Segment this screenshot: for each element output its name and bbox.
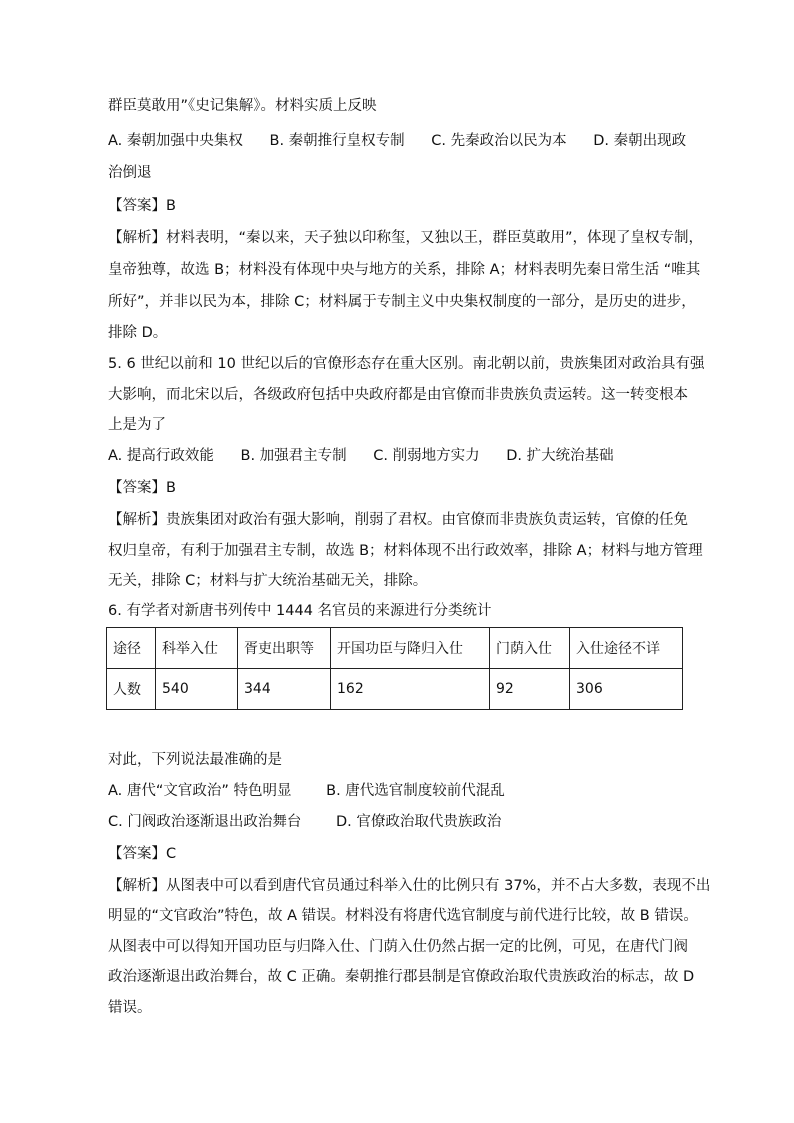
table-header-row [107, 628, 683, 669]
table-cell: 344 [238, 669, 331, 710]
q5-option-d: D. 扩大统治基础 [506, 448, 614, 464]
q6-analysis-line: 明显的“文官政治”特色，故 A 错误。材料没有将唐代选官制度与前代进行比较，故 B 错误。 [108, 908, 698, 924]
q4-analysis-line: 排除 D。 [108, 325, 168, 341]
table-cell: 门荫入仕 [490, 628, 570, 669]
q6-question: 对此，下列说法最准确的是 [108, 752, 282, 768]
table-row [107, 669, 683, 710]
q4-answer: 【答案】B [108, 198, 176, 214]
q4-option-c: C. 先秦政治以民为本 [431, 133, 567, 149]
q4-analysis-line: 皇帝独尊，故选 B；材料没有体现中央与地方的关系，排除 A；材料表明先秦日常生活 “唯其 [108, 262, 701, 278]
q5-stem-line: 上是为了 [108, 417, 166, 433]
q6-analysis-line: 政治逐渐退出政治舞台，故 C 正确。秦朝推行郡县制是官僚政治取代贵族政治的标志，故 D [108, 969, 695, 985]
q6-stem: 6. 有学者对新唐书列传中 1444 名官员的来源进行分类统计 [108, 603, 492, 619]
q5-analysis-line: 无关，排除 C；材料与扩大统治基础无关，排除。 [108, 573, 428, 589]
table-cell: 胥吏出职等 [238, 628, 331, 669]
q4-options-line1 [108, 131, 686, 151]
table-cell: 途径 [107, 628, 156, 669]
q6-option-a: A. 唐代“文官政治” 特色明显 [108, 783, 292, 799]
q4-option-b: B. 秦朝推行皇权专制 [269, 133, 405, 149]
table-cell: 入仕途径不详 [570, 628, 683, 669]
q5-analysis-line: 【解析】贵族集团对政治有强大影响，削弱了君权。由官僚而非贵族负责运转，官僚的任免 [108, 512, 688, 528]
table-cell: 92 [490, 669, 570, 710]
q4-options-line2: 治倒退 [108, 165, 152, 181]
q6-analysis-line: 错误。 [108, 1000, 152, 1016]
table-cell: 540 [156, 669, 238, 710]
q4-analysis-line: 【解析】材料表明，“秦以来，天子独以印称玺，又独以王，群臣莫敢用”，体现了皇权专制， [108, 230, 704, 246]
q4-stem-tail: 群臣莫敢用”《史记集解》。材料实质上反映 [108, 98, 377, 114]
q6-options-line2 [108, 812, 501, 832]
q5-options [108, 446, 614, 466]
q6-analysis-line: 【解析】从图表中可以看到唐代官员通过科举入仕的比例只有 37%，并不占大多数，表现不出 [108, 878, 711, 894]
table-cell: 306 [570, 669, 683, 710]
table-cell: 162 [331, 669, 490, 710]
q5-stem-line: 大影响，而北宋以后，各级政府包括中央政府都是由官僚而非贵族负责运转。这一转变根本 [108, 387, 688, 403]
q6-options-line1 [108, 781, 505, 801]
q6-analysis-line: 从图表中可以得知开国功臣与归降入仕、门荫入仕仍然占据一定的比例，可见，在唐代门阀 [108, 939, 688, 955]
q5-analysis-line: 权归皇帝，有利于加强君主专制，故选 B；材料体现不出行政效率，排除 A；材料与地方管理 [108, 543, 703, 559]
q4-option-d: D. 秦朝出现政 [593, 133, 687, 149]
table-cell: 科举入仕 [156, 628, 238, 669]
q6-answer: 【答案】C [108, 846, 177, 862]
table-cell: 开国功臣与降归入仕 [331, 628, 490, 669]
q4-option-a: A. 秦朝加强中央集权 [108, 133, 243, 149]
q4-analysis-line: 所好”，并非以民为本，排除 C；材料属于专制主义中央集权制度的一部分，是历史的进步， [108, 294, 696, 310]
q5-option-a: A. 提高行政效能 [108, 448, 214, 464]
table-cell: 人数 [107, 669, 156, 710]
q6-option-d: D. 官僚政治取代贵族政治 [335, 814, 502, 830]
q6-option-c: C. 门阀政治逐渐退出政治舞台 [108, 814, 302, 830]
q5-option-c: C. 削弱地方实力 [373, 448, 480, 464]
q6-option-b: B. 唐代选官制度较前代混乱 [326, 783, 505, 799]
q5-option-b: B. 加强君主专制 [240, 448, 347, 464]
q5-answer: 【答案】B [108, 480, 176, 496]
q6-statistics-table [106, 627, 683, 710]
q5-stem-line: 5. 6 世纪以前和 10 世纪以后的官僚形态存在重大区别。南北朝以前，贵族集团对政治具有强 [108, 356, 705, 372]
